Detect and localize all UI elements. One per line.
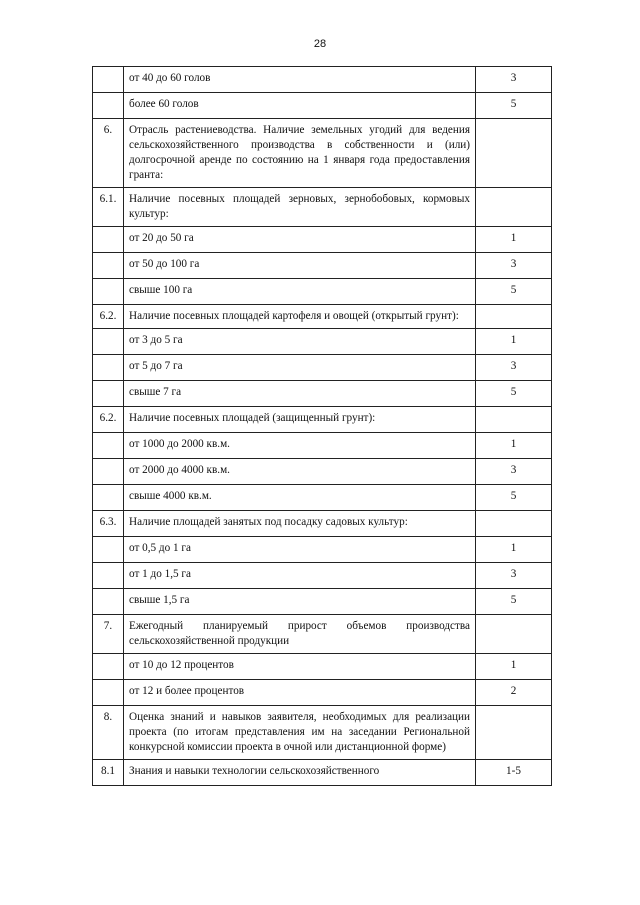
row-score: 3 — [476, 563, 552, 589]
table-row — [93, 93, 552, 119]
row-score: 5 — [476, 93, 552, 119]
row-number — [93, 381, 124, 407]
table-row — [93, 329, 552, 355]
row-number: 6.3. — [93, 511, 124, 537]
row-score: 5 — [476, 381, 552, 407]
table-row — [93, 355, 552, 381]
row-text: от 0,5 до 1 га — [124, 537, 476, 563]
table-row — [93, 615, 552, 654]
table-row — [93, 188, 552, 227]
row-text: Оценка знаний и навыков заявителя, необходимых для реализации проекта (по итогам представления им на заседании Региональной конкурсной комиссии проекта в очной или дистанционной форме) — [124, 706, 476, 760]
row-number — [93, 253, 124, 279]
row-score — [476, 615, 552, 654]
row-score: 3 — [476, 67, 552, 93]
row-score — [476, 188, 552, 227]
row-text: Наличие посевных площадей (защищенный грунт): — [124, 407, 476, 433]
row-text: свыше 4000 кв.м. — [124, 485, 476, 511]
row-score: 5 — [476, 279, 552, 305]
row-number — [93, 67, 124, 93]
row-number — [93, 680, 124, 706]
table-row — [93, 67, 552, 93]
row-number: 8. — [93, 706, 124, 760]
row-text: от 40 до 60 голов — [124, 67, 476, 93]
row-text: от 10 до 12 процентов — [124, 654, 476, 680]
row-score: 1 — [476, 654, 552, 680]
row-number — [93, 279, 124, 305]
row-score — [476, 407, 552, 433]
row-score: 3 — [476, 459, 552, 485]
table-row — [93, 381, 552, 407]
row-score — [476, 305, 552, 329]
row-number: 6. — [93, 119, 124, 188]
row-text: Наличие посевных площадей зерновых, зернобобовых, кормовых культур: — [124, 188, 476, 227]
row-score: 1 — [476, 227, 552, 253]
row-text: от 50 до 100 га — [124, 253, 476, 279]
row-score: 1 — [476, 433, 552, 459]
criteria-table — [92, 66, 552, 786]
table-row — [93, 407, 552, 433]
row-text: свыше 100 га — [124, 279, 476, 305]
row-number: 6.1. — [93, 188, 124, 227]
row-text: от 1000 до 2000 кв.м. — [124, 433, 476, 459]
row-text: Ежегодный планируемый прирост объемов производства сельскохозяйственной продукции — [124, 615, 476, 654]
row-text: от 1 до 1,5 га — [124, 563, 476, 589]
page-number: 28 — [313, 38, 327, 50]
row-number: 6.2. — [93, 305, 124, 329]
row-score: 3 — [476, 253, 552, 279]
row-score: 1-5 — [476, 760, 552, 786]
row-score — [476, 119, 552, 188]
table-row — [93, 119, 552, 188]
table-row — [93, 227, 552, 253]
row-text: от 20 до 50 га — [124, 227, 476, 253]
table-row — [93, 485, 552, 511]
row-text: свыше 1,5 га — [124, 589, 476, 615]
row-score: 3 — [476, 355, 552, 381]
table-row — [93, 680, 552, 706]
row-number — [93, 329, 124, 355]
row-score — [476, 706, 552, 760]
table-row — [93, 433, 552, 459]
row-number — [93, 227, 124, 253]
row-text: от 2000 до 4000 кв.м. — [124, 459, 476, 485]
table-row — [93, 459, 552, 485]
row-text: Отрасль растениеводства. Наличие земельных угодий для ведения сельскохозяйственного производства в собственности и (или) долгосрочной аренде по состоянию на 1 января года предоставления гранта: — [124, 119, 476, 188]
table-row — [93, 305, 552, 329]
row-number — [93, 433, 124, 459]
row-text: свыше 7 га — [124, 381, 476, 407]
row-number: 6.2. — [93, 407, 124, 433]
row-number — [93, 537, 124, 563]
table-row — [93, 589, 552, 615]
row-text: Знания и навыки технологии сельскохозяйственного — [124, 760, 476, 786]
row-text: от 3 до 5 га — [124, 329, 476, 355]
table-row — [93, 760, 552, 786]
row-number — [93, 654, 124, 680]
table-row — [93, 706, 552, 760]
criteria-table-body — [93, 67, 552, 786]
row-number — [93, 563, 124, 589]
row-score: 1 — [476, 329, 552, 355]
row-number — [93, 485, 124, 511]
table-row — [93, 563, 552, 589]
row-number — [93, 589, 124, 615]
row-number — [93, 459, 124, 485]
row-score — [476, 511, 552, 537]
row-score: 5 — [476, 485, 552, 511]
row-score: 1 — [476, 537, 552, 563]
table-row — [93, 279, 552, 305]
row-number — [93, 355, 124, 381]
table-row — [93, 253, 552, 279]
row-text: Наличие площадей занятых под посадку садовых культур: — [124, 511, 476, 537]
row-number: 8.1 — [93, 760, 124, 786]
row-text: от 5 до 7 га — [124, 355, 476, 381]
row-text: от 12 и более процентов — [124, 680, 476, 706]
row-text: Наличие посевных площадей картофеля и овощей (открытый грунт): — [124, 305, 476, 329]
row-number: 7. — [93, 615, 124, 654]
table-row — [93, 537, 552, 563]
row-number — [93, 93, 124, 119]
row-text: более 60 голов — [124, 93, 476, 119]
table-row — [93, 654, 552, 680]
row-score: 2 — [476, 680, 552, 706]
table-row — [93, 511, 552, 537]
row-score: 5 — [476, 589, 552, 615]
